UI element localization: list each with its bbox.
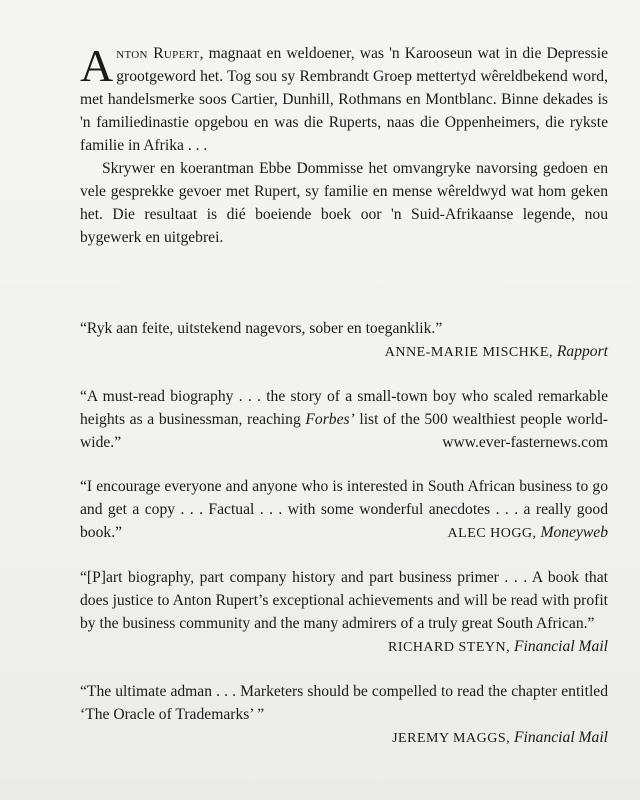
quote-source: www.ever-fasternews.com xyxy=(442,434,608,451)
quote-attribution xyxy=(80,726,608,750)
quote-publication: Moneyweb xyxy=(540,524,608,541)
intro-blurb xyxy=(80,42,608,249)
quote-publication: Financial Mail xyxy=(514,638,608,655)
quote-publication: Financial Mail xyxy=(514,729,608,746)
intro-paragraph-1-text: , magnaat en weldoener, was 'n Karooseun wat in die Depressie grootgeword het. Tog sou sy Rembrandt Groep mettertyd wêreldbekend word, met handelsmerke soos Cartier, Dunhill, Rothmans en Montblanc. Binne dekades is 'n familiedinastie opgebou en was die Ruperts, naas die Oppenheimers, die rykste familie in Afrika . . . xyxy=(80,45,608,154)
quote-text-italic: Forbes’ xyxy=(305,411,355,428)
quote-author: ALEC HOGG, xyxy=(447,526,537,541)
review-quote-1 xyxy=(80,317,608,364)
quote-text: “I encourage everyone and anyone who is interested in South African business to go and get a copy . . . Factual . . . with some wonderful anecdotes . . . a really good book.” xyxy=(80,478,608,541)
intro-paragraph-1 xyxy=(80,42,608,157)
quote-attribution xyxy=(388,635,608,659)
review-quote-5 xyxy=(80,680,608,750)
quote-attribution xyxy=(448,521,608,545)
cover-text xyxy=(80,42,608,750)
quote-text-post: list of the 500 wealthiest people world-wide.” xyxy=(80,411,608,451)
quote-text: “[P]art biography, part company history and part business primer . . . A book that does justice to Anton Rupert’s exceptional achievements and will be read with profit by the business community and the many admirers of a truly great South African.” xyxy=(80,569,608,632)
intro-paragraph-2: Skrywer en koerantman Ebbe Dommisse het omvangryke navorsing gedoen en vele gesprekke gevoer met Rupert, sy familie en mense wêreldwyd wat hom geken het. Die resultaat is dié boeiende boek oor 'n Suid-Afrikaanse legende, nou bygewerk en uitgebrei. xyxy=(80,160,608,246)
quote-text-pre: “A must-read biography . . . the story of a small-town boy who scaled remarkable heights as a businessman, reaching xyxy=(80,388,608,428)
quote-publication: Rapport xyxy=(556,343,608,360)
review-quote-2 xyxy=(80,385,608,454)
quote-attribution xyxy=(80,340,608,364)
quote-author: JEREMY MAGGS, xyxy=(392,731,511,746)
quote-author: ANNE-MARIE MISCHKE, xyxy=(384,345,553,360)
quote-author: RICHARD STEYN, xyxy=(387,640,511,655)
review-quote-4 xyxy=(80,566,608,659)
quote-text: “The ultimate adman . . . Marketers should be compelled to read the chapter entitled ‘The Oracle of Trademarks’ ” xyxy=(80,683,608,723)
intro-name: nton Rupert xyxy=(116,45,200,62)
review-quote-3 xyxy=(80,475,608,545)
drop-cap: A xyxy=(80,40,114,91)
quote-text: “Ryk aan feite, uitstekend nagevors, sober en toeganklik.” xyxy=(80,320,443,337)
